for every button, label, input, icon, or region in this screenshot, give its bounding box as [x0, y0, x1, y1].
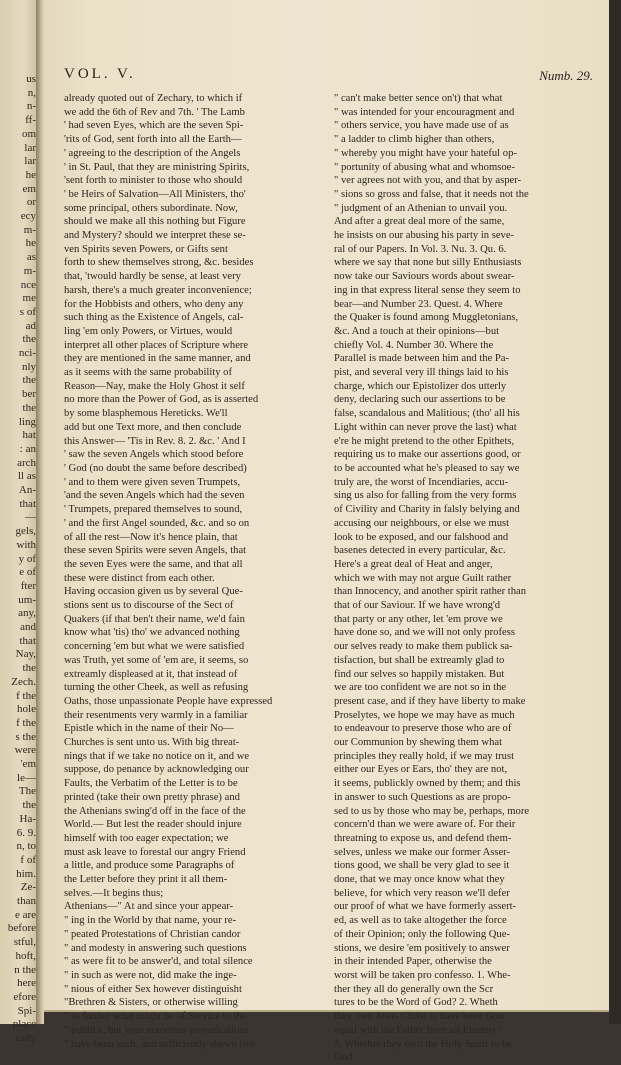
margin-fragment: as: [26, 251, 36, 264]
margin-fragment: Nay,: [15, 648, 36, 661]
text-line: these were distinct from each other.: [64, 572, 215, 584]
margin-fragment: ber: [21, 388, 36, 401]
text-line: ' saw the seven Angels which stood before: [64, 449, 244, 461]
margin-fragment: An-: [18, 484, 36, 496]
text-line: Oaths, those unpassionate People have expressed: [64, 695, 273, 707]
text-line: these seven Spirits were seven Angels, that: [64, 545, 247, 557]
text-line: of their Opinion; only the following Que-: [334, 928, 510, 940]
text-line: " portunity of abusing what and whomsoe-: [334, 161, 515, 173]
text-line: " in such as were not, did make the inge-: [64, 970, 237, 981]
text-line: of Civility and Charity in falsly belying and: [334, 504, 520, 516]
text-line: tures to be the Word of God? 2. Wheth: [334, 997, 498, 1009]
margin-fragment: Spi-: [17, 1004, 36, 1017]
margin-fragment: f the: [16, 716, 36, 729]
text-line: they are mentioned in the same manner, and: [64, 353, 251, 365]
margin-fragment: us: [26, 73, 36, 85]
margin-fragment: hoft,: [15, 949, 36, 962]
margin-fragment: the: [22, 799, 36, 812]
text-line: Having occasion given us by several Que-: [64, 586, 243, 598]
text-line: " have been such, and sufficiently shewn (we: [64, 1038, 256, 1050]
text-line: the seven Eyes were the same, and that all: [64, 558, 243, 570]
text-line: that party or any other, let 'em prove we: [334, 613, 503, 625]
text-line: nings that if we take no notice on it, and we: [64, 750, 250, 762]
text-line: should we make all this nothing but Figure: [64, 216, 246, 228]
text-line: and Mystery? should we interpret these se-: [64, 230, 246, 242]
text-line: believe, for which very reason we'll defer: [334, 887, 510, 899]
text-line: " publick, but your notorious prevarications: [64, 1024, 249, 1036]
volume-label: VOL. V.: [64, 66, 136, 82]
text-line: accusing our neighbours, or else we must: [334, 517, 510, 529]
text-line: truly are, the worst of Incendiaries, accu-: [334, 476, 509, 488]
margin-fragment: the: [22, 662, 36, 675]
margin-fragment: f of: [20, 853, 36, 866]
text-line: Reason—Nay, make the Holy Ghost it self: [64, 380, 245, 392]
margin-fragment: ad: [25, 319, 36, 332]
margin-fragment: Ha-: [19, 812, 36, 825]
text-line: ' and the first Angel sounded, &c. and so on: [64, 517, 250, 529]
text-line: turning the other Cheek, as well as refusing: [64, 682, 249, 694]
text-line: know what 'tis) tho' we advanced nothing: [64, 627, 240, 639]
text-line: selves, unless we make our former Asser-: [334, 846, 511, 858]
issue-number: Numb. 29.: [539, 68, 593, 83]
margin-fragment: em: [22, 182, 36, 195]
text-line: " and modesty in answering such questions: [64, 942, 247, 954]
text-line: ' be Heirs of Salvation—All Ministers, tho': [64, 188, 246, 200]
text-line: " sions so gross and false, that it needs not the: [334, 188, 529, 200]
text-line: that, 'twould hardly be sense, at least very: [64, 271, 241, 283]
text-line: equal with the Father from all Eternity?: [334, 1024, 502, 1036]
margin-fragment: m-: [23, 264, 36, 277]
text-line: Light within can never prove the last) what: [334, 421, 517, 433]
margin-fragment: he: [25, 237, 36, 250]
margin-fragment: hat: [22, 429, 36, 442]
text-line: ' Trumpets, prepared themselves to sound,: [64, 504, 243, 516]
margin-fragment: um-: [18, 593, 36, 606]
text-line: himself with too eager expectation; we: [64, 832, 229, 844]
margin-fragment: the: [22, 333, 36, 346]
text-line: " a ladder to climb higher than others,: [334, 134, 495, 146]
margin-fragment: he: [25, 168, 36, 181]
text-line: 3. Whether they own the Holy Spirit to be: [334, 1038, 512, 1050]
text-line: in answer to such Questions as are propo-: [334, 791, 511, 803]
book-page: [44, 0, 609, 1064]
text-line: this Answer— 'Tis in Rev. 8. 2. &c. ' And I: [64, 435, 246, 447]
text-line: present case, and if they have liberty to make: [334, 695, 526, 707]
text-line: ' and to them were given seven Trumpets,: [64, 476, 241, 488]
margin-fragment: n,: [27, 86, 36, 99]
page-header: [64, 66, 593, 88]
text-line: concerning 'em but what we were satisfied: [64, 641, 245, 653]
margin-fragment: m-: [23, 223, 36, 236]
text-line: of all the rest—Now it's hence plain, that: [64, 531, 238, 543]
margin-fragment: y of: [18, 552, 36, 565]
text-line: our proof of what we have formerly assert-: [334, 901, 517, 913]
text-line: such thing as the Existence of Angels, cal-: [64, 312, 244, 324]
text-line: ling 'em only Powers, or Virtues, would: [64, 325, 233, 337]
margin-fragment: lar: [24, 141, 36, 154]
margin-fragment: nci-: [18, 347, 36, 359]
margin-fragment: nly: [21, 360, 36, 373]
text-line: ral of our Papers. In Vol. 3. Nu. 3. Qu. 6.: [334, 243, 507, 255]
text-line: look to be exposed, and our falshood and: [334, 531, 509, 543]
text-line: stions sent us to discourse of the Sect of: [64, 600, 234, 612]
text-line: " judgment of an Athenian to unvail you.: [334, 202, 508, 214]
text-line: by some blasphemous Hereticks. We'll: [64, 408, 228, 420]
text-line: bear—and Number 23. Quest. 4. Where: [334, 298, 503, 310]
margin-fragment: arch: [17, 456, 36, 469]
margin-fragment: n, to: [16, 840, 36, 853]
text-line: " nious of either Sex however distinguisht: [64, 983, 242, 995]
text-line: harsh, there's a much greater inconvenience;: [64, 284, 252, 296]
margin-fragment: n the: [14, 963, 36, 976]
margin-fragment: The: [18, 785, 36, 798]
right-text-column: [334, 92, 590, 1065]
text-line: threatning to expose us, and defend them-: [334, 832, 512, 844]
margin-fragment: him.: [16, 867, 36, 880]
text-line: than Innocency, and another spirit rather than: [334, 586, 526, 598]
text-line: principles they really hold, if we may trust: [334, 750, 515, 762]
text-line: the Quaker is found among Muggletonians,: [334, 312, 519, 324]
text-line: ' God (no doubt the same before described): [64, 462, 247, 474]
background-edge: [609, 0, 621, 1024]
text-line: that of our Saviour. If we have wrong'd: [334, 600, 501, 612]
margin-fragment: e of: [19, 566, 36, 579]
margin-fragment: Zech.: [11, 675, 36, 688]
text-line: Parallel is made between him and the Pa-: [334, 353, 510, 365]
margin-fragment: than: [17, 895, 36, 907]
text-line: Quakers (if that ben't their name, we'd fain: [64, 613, 245, 625]
text-line: have done so, and we will not only profess: [334, 627, 515, 639]
text-line: in their intended Paper, otherwise the: [334, 956, 492, 968]
text-line: stions, we desire 'em positively to answer: [334, 942, 510, 954]
margin-fragment: eady: [15, 1032, 36, 1044]
margin-fragment: : an: [19, 442, 36, 455]
text-line: ' in St. Paul, that they are ministring Spirits,: [64, 161, 250, 173]
margin-fragment: that: [19, 497, 36, 510]
margin-fragment: efore: [13, 990, 36, 1003]
text-line: they own Jesus Christ to have been God: [334, 1011, 504, 1023]
text-line: to be accounted what he's pleased to say we: [334, 462, 520, 474]
text-line: 'sent forth to minister to those who should: [64, 175, 243, 187]
text-line: " as were fit to be answer'd, and total silence: [64, 956, 253, 968]
text-line: our Communion by shewing them what: [334, 737, 503, 749]
text-line: " was intended for your encouragment and: [334, 106, 515, 118]
text-line: to endeavour to preserve those who are of: [334, 723, 512, 735]
text-line: ing in that express literal sense they seem to: [334, 284, 521, 296]
margin-fragment: 'em: [20, 758, 36, 770]
margin-fragment: om: [21, 127, 36, 140]
text-line: find our selves so happily mistaken. But: [334, 668, 505, 680]
margin-fragment: nce: [20, 278, 36, 291]
text-line: was Truth, yet some of 'em are, it seems, so: [64, 654, 249, 666]
text-line: God: [334, 1052, 353, 1064]
left-text-column: [64, 92, 319, 1051]
text-line: we add the 6th of Rev and 7th. ' The Lamb: [64, 106, 245, 118]
text-line: it seems, publickly owned by them; and this: [334, 778, 521, 790]
margin-fragment: fter: [20, 579, 36, 592]
text-line: some principal, others subordinate. Now,: [64, 202, 238, 214]
margin-fragment: before: [7, 922, 36, 935]
text-line: " ing in the World by that name, your re-: [64, 915, 237, 927]
text-line: the Letter before they print it all them-: [64, 874, 228, 886]
margin-fragment: me: [22, 292, 36, 305]
text-line: Athenians—" At and since your appear-: [64, 901, 234, 913]
book-gutter: [36, 0, 44, 1024]
text-line: interpret all other places of Scripture where: [64, 339, 249, 351]
text-line: must ask leave to forestal our angry Friend: [64, 846, 246, 858]
margin-fragment: with: [16, 538, 36, 551]
text-line: no more than the Power of God, as is asserted: [64, 394, 259, 406]
margin-fragment: ecy: [20, 210, 36, 222]
text-line: " can't make better sence on't) that what: [334, 93, 503, 104]
margin-fragment: stful,: [13, 936, 36, 949]
text-line: " peated Protestations of Christian candor: [64, 928, 241, 940]
margin-fragment: place: [12, 1018, 36, 1031]
text-line: World.— But lest the reader should injure: [64, 819, 242, 831]
margin-fragment: s the: [15, 730, 36, 743]
text-line: extreamly displeased at it, that instead of: [64, 668, 238, 680]
text-line: And after a great deal more of the same,: [334, 216, 505, 228]
text-line: worst will be taken pro confesso. 1. Whe-: [334, 970, 511, 981]
text-line: Churches is sent unto us. With big threat-: [64, 737, 240, 749]
text-line: suppose, do penance by acknowledging our: [64, 764, 249, 776]
text-line: Here's a great deal of Heat and anger,: [334, 558, 493, 570]
margin-fragment: hole: [17, 703, 36, 716]
text-line: 'and the seven Angels which had the seven: [64, 490, 245, 502]
text-line: e're he might pretend to the other Epithets,: [334, 435, 515, 447]
text-line: he insists on our abusing his party in seve-: [334, 230, 515, 242]
margin-fragment: ling: [18, 415, 36, 428]
text-line: tions good, we shall be very glad to see it: [334, 860, 510, 872]
margin-fragment: n-: [26, 100, 36, 113]
margin-fragment: 6. 9.: [16, 826, 36, 839]
margin-fragment: ff-: [25, 114, 36, 127]
margin-fragment: any,: [18, 607, 36, 620]
text-line: we are too confident we are not so in the: [334, 682, 507, 694]
margin-fragment: ll as: [17, 470, 36, 483]
margin-fragment: lar: [24, 155, 36, 168]
text-line: concern'd than we were aware of. For their: [334, 819, 516, 831]
margin-fragment: or: [26, 196, 36, 209]
text-line: Proselytes, we hope we may have as much: [334, 709, 515, 721]
text-line: ther they all do generally own the Scr: [334, 983, 494, 995]
text-line: " to further what might be of Service to the: [64, 1011, 247, 1023]
text-line: " others service, you have made use of as: [334, 120, 509, 132]
text-line: add but one Text more, and then conclude: [64, 421, 242, 433]
facing-page-edge: [0, 0, 38, 1044]
text-line: Faults, the Verbatim of the Letter is to be: [64, 778, 238, 790]
margin-fragment: gels,: [15, 525, 36, 538]
text-line: printed (take their own pretty phrase) and: [64, 791, 240, 803]
text-line: either our Eyes or Ears, tho' they are not,: [334, 764, 508, 776]
text-line: pist, and several very ill things laid to his: [334, 367, 509, 379]
text-line: chiefly Vol. 4. Number 30. Where the: [334, 339, 494, 351]
text-line: " ver agrees not with you, and that by asper-: [334, 175, 522, 187]
text-line: deny, declaring such our assertions to be: [334, 394, 506, 406]
margin-fragment: s of: [19, 305, 36, 318]
text-line: tisfaction, but shall be extreamly glad to: [334, 654, 505, 666]
text-line: for the Hobbists and others, who deny any: [64, 298, 244, 310]
margin-fragment: the: [22, 401, 36, 414]
text-line: charge, which our Epistolizer dos utterly: [334, 380, 507, 392]
text-line: basenes detected in every particular, &c.: [334, 545, 506, 557]
text-line: false, scandalous and Malitious; (tho' all his: [334, 408, 520, 420]
text-line: their resentments very warmly in a familiar: [64, 709, 248, 721]
text-line: ed, as well as to take altogether the force: [334, 915, 507, 927]
text-line: a little, and produce some Paragraphs of: [64, 860, 235, 872]
text-line: our selves ready to make them publick sa-: [334, 641, 513, 653]
margin-fragment: le—: [17, 771, 36, 784]
margin-fragment: were: [14, 744, 36, 757]
text-line: &c. And a touch at their opinions—but: [334, 325, 500, 337]
text-line: "Brethren & Sisters, or otherwise willing: [64, 997, 238, 1009]
text-line: ven Spirits seven Powers, or Gifts sent: [64, 243, 228, 255]
text-line: selves.—It begins thus;: [64, 887, 164, 899]
text-line: " whereby you might have your hateful op-: [334, 147, 517, 159]
margin-fragment: that: [19, 634, 36, 647]
text-line: Epistle which in the name of their No—: [64, 723, 234, 735]
text-line: already quoted out of Zechary, to which if: [64, 93, 243, 104]
text-line: where we say that none but silly Enthusiasts: [334, 257, 522, 269]
margin-fragment: e are: [14, 908, 36, 921]
text-line: the Athenians swing'd off in the face of the: [64, 805, 246, 817]
text-line: as it seems with the same probability of: [64, 367, 232, 379]
margin-fragment: the: [22, 374, 36, 387]
margin-fragment: and: [20, 621, 36, 633]
margin-fragment: f the: [16, 689, 36, 702]
text-line: done, that we may once know what they: [334, 874, 505, 886]
text-line: 'rits of God, sent forth into all the Earth—: [64, 134, 242, 146]
margin-fragment: here: [17, 977, 36, 990]
text-line: sing us also for falling from the very forms: [334, 490, 517, 502]
text-line: which we with may not argue Guilt rather: [334, 572, 512, 584]
text-line: forth to shew themselves strong, &c. besides: [64, 257, 254, 269]
text-line: ' had seven Eyes, which are the seven Spi-: [64, 120, 244, 132]
text-line: sed to us by those who may be, perhaps, more: [334, 805, 530, 817]
margin-fragment: Ze-: [20, 881, 36, 894]
margin-fragment: —: [25, 511, 36, 524]
text-line: requiring us to make our assertions good, or: [334, 449, 521, 461]
text-line: now take our Saviours words about swear-: [334, 271, 515, 283]
text-line: ' agreeing to the description of the Angels: [64, 147, 241, 159]
